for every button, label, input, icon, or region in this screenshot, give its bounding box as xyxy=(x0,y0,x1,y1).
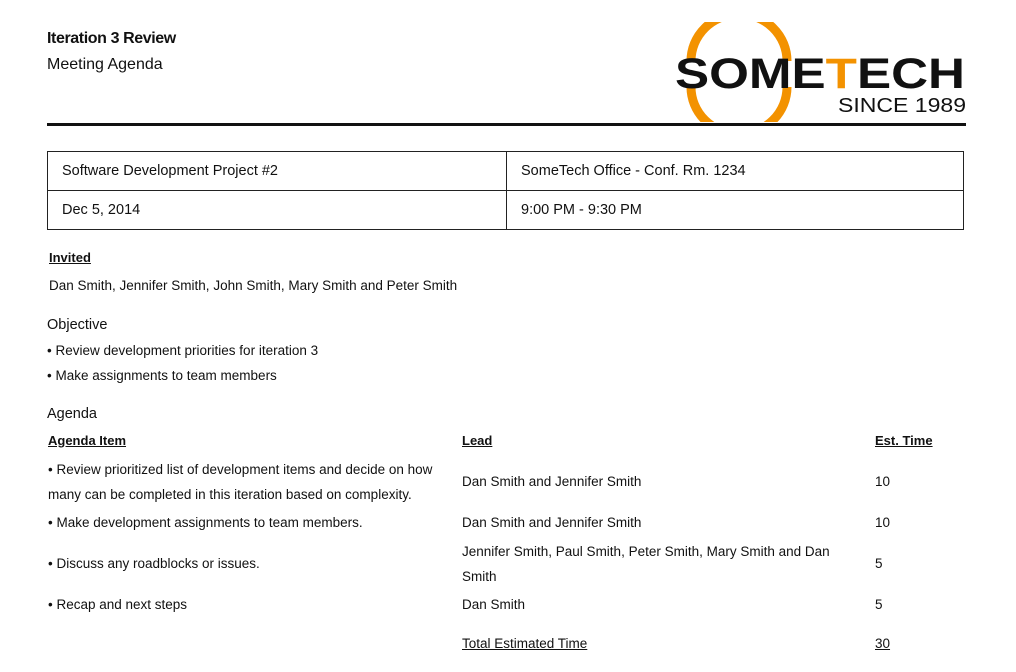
sometech-logo xyxy=(670,22,970,122)
info-row xyxy=(48,152,964,191)
agenda-time: 10 xyxy=(875,515,891,530)
meeting-location: SomeTech Office - Conf. Rm. 1234 xyxy=(507,152,964,191)
agenda-item: • Review prioritized list of development items and decide on how many can be completed in this iteration based on complexity. xyxy=(48,462,433,502)
meeting-info-table xyxy=(47,151,964,230)
meeting-time: 9:00 PM - 9:30 PM xyxy=(507,191,964,230)
objective-item: • Make assignments to team members xyxy=(47,368,277,383)
objective-heading: Objective xyxy=(47,317,108,333)
objective-item: • Review development priorities for iteration 3 xyxy=(47,343,319,358)
document-subtitle: Meeting Agenda xyxy=(47,56,163,73)
header-divider xyxy=(47,123,966,126)
agenda-lead: Dan Smith and Jennifer Smith xyxy=(462,474,642,489)
meeting-date: Dec 5, 2014 xyxy=(48,191,507,230)
column-header-time: Est. Time xyxy=(875,433,933,448)
document-title: Iteration 3 Review xyxy=(47,30,176,47)
total-time-value: 30 xyxy=(875,636,891,651)
invited-names: Dan Smith, Jennifer Smith, John Smith, Mary Smith and Peter Smith xyxy=(49,278,458,293)
agenda-item: • Recap and next steps xyxy=(48,597,188,612)
agenda-time: 5 xyxy=(875,597,883,612)
agenda-lead: Dan Smith and Jennifer Smith xyxy=(462,515,642,530)
agenda-heading: Agenda xyxy=(47,406,97,422)
agenda-time: 5 xyxy=(875,556,883,571)
agenda-lead: Dan Smith xyxy=(462,597,526,612)
agenda-item: • Make development assignments to team members. xyxy=(48,515,363,530)
total-time-label: Total Estimated Time xyxy=(462,636,588,651)
agenda-time: 10 xyxy=(875,474,891,489)
logo-text-ech: ECH xyxy=(856,50,948,98)
logo-text-t: T xyxy=(825,50,852,98)
column-header-lead: Lead xyxy=(462,433,493,448)
logo-text-some: SOME xyxy=(675,50,802,98)
logo-tagline: SINCE 1989 xyxy=(838,95,966,117)
invited-label: Invited xyxy=(49,250,91,265)
agenda-item: • Discuss any roadblocks or issues. xyxy=(48,556,260,571)
column-header-item: Agenda Item xyxy=(48,433,127,448)
agenda-lead: Jennifer Smith, Paul Smith, Peter Smith, Mary Smith and Dan Smith xyxy=(462,544,830,584)
info-row xyxy=(48,191,964,230)
project-name: Software Development Project #2 xyxy=(48,152,507,191)
svg-text:SOMETECH xyxy=(675,50,965,98)
